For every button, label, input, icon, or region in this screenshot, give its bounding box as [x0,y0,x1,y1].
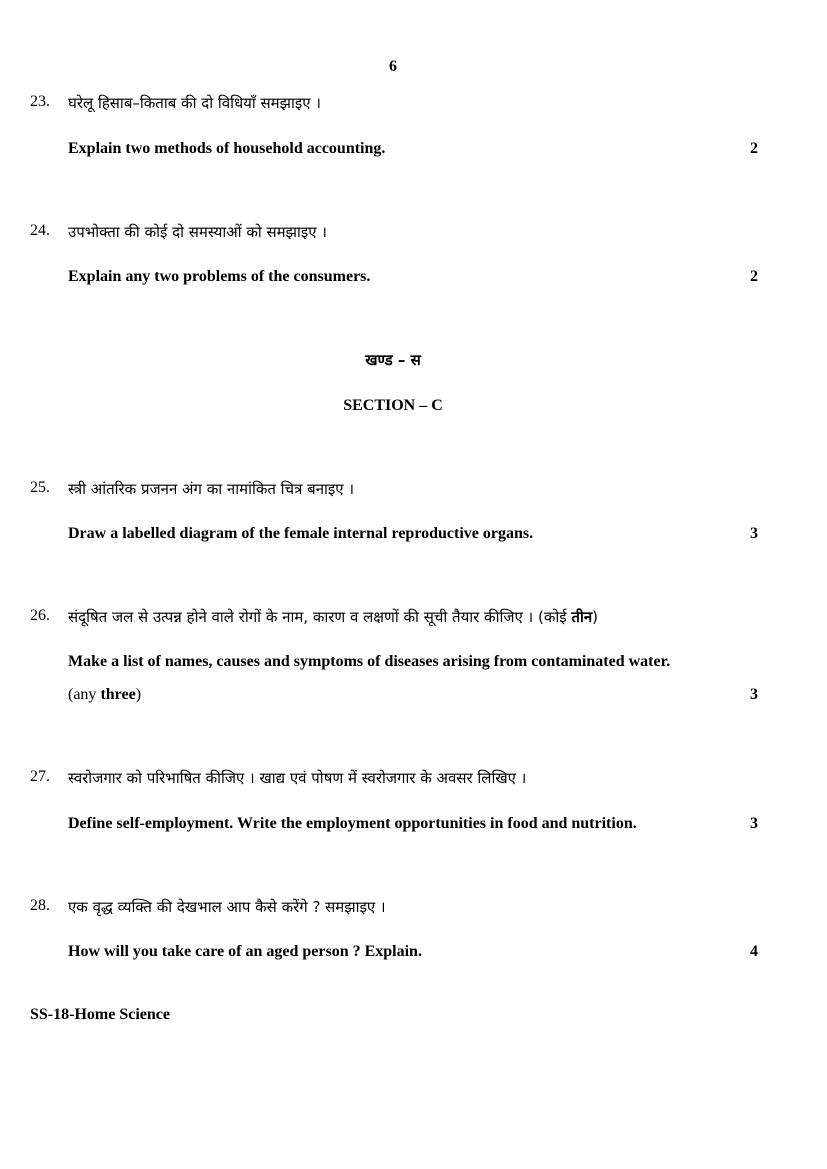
question-number: 28. [30,897,50,914]
question-number: 24. [30,222,50,239]
any-close: ) [135,686,142,703]
question-english-line2 [68,686,141,704]
question-english: Make a list of names, causes and symptoms of diseases arising from contaminated water. [68,653,671,670]
any-bold: three [100,686,136,703]
question-marks: 3 [750,815,758,832]
question-number: 27. [30,768,50,785]
question-marks: 4 [750,943,758,960]
question-hindi: घरेलू हिसाब–किताब की दो विधियाँ समझाइए । [68,94,321,112]
question-hindi-bold: तीन [571,608,593,626]
question-english: Define self-employment. Write the employment opportunities in food and nutrition. [68,815,637,832]
question-marks: 3 [750,686,758,703]
question-hindi-end: ) [592,608,599,626]
question-marks: 2 [750,140,758,157]
question-hindi: स्त्री आंतरिक प्रजनन अंग का नामांकित चित्र बनाइए । [68,480,355,498]
question-english: Explain two methods of household accounting. [68,140,386,157]
paper-code-footer: SS-18-Home Science [30,1006,170,1023]
question-hindi [68,607,598,627]
question-number: 26. [30,607,50,624]
question-hindi: एक वृद्ध व्यक्ति की देखभाल आप कैसे करेंगे ? समझाइए । [68,898,386,916]
question-english: Explain any two problems of the consumers. [68,268,371,285]
question-english: How will you take care of an aged person ? Explain. [68,943,422,960]
question-number: 23. [30,93,50,110]
question-marks: 2 [750,268,758,285]
question-number: 25. [30,479,50,496]
page-number: 6 [389,58,397,75]
question-hindi: उपभोक्ता की कोई दो समस्याओं को समझाइए । [68,223,327,241]
section-title-hindi: खण्ड – स [365,351,421,369]
question-hindi: स्वरोजगार को परिभाषित कीजिए । खाद्य एवं पोषण में स्वरोजगार के अवसर लिखिए । [68,769,527,787]
section-title-english: SECTION – C [343,397,443,414]
question-marks: 3 [750,525,758,542]
any-open: (any [68,686,101,703]
question-english: Draw a labelled diagram of the female internal reproductive organs. [68,525,534,542]
question-hindi-text: संदूषित जल से उत्पन्न होने वाले रोगों के नाम, कारण व लक्षणों की सूची तैयार कीजिए । (कोई [68,608,572,626]
